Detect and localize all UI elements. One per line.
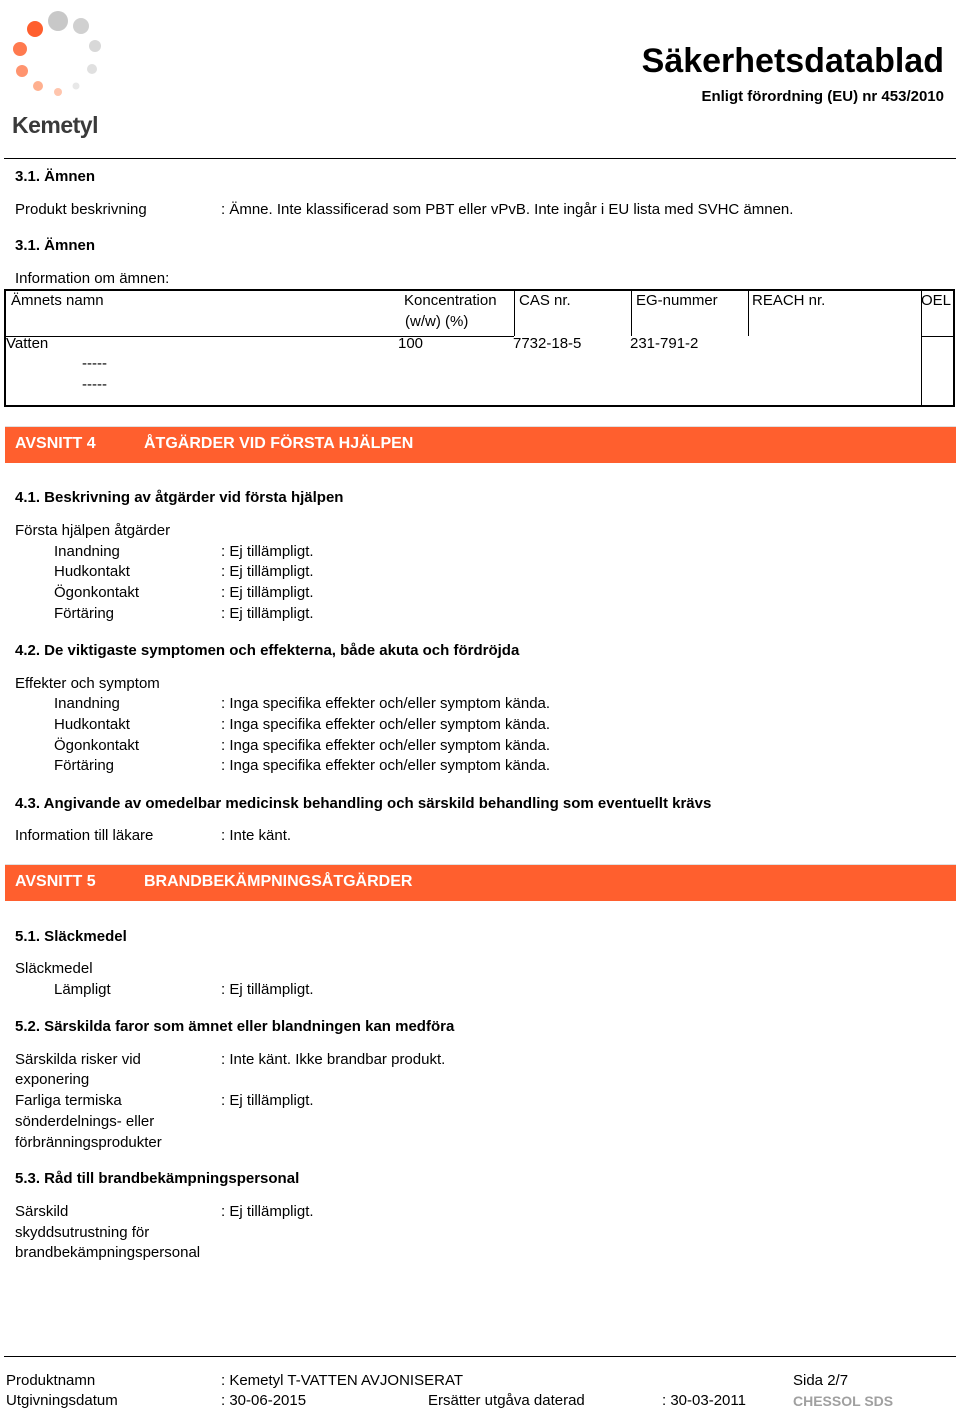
section-5-number: AVSNITT 5	[15, 873, 96, 890]
header-divider	[4, 158, 956, 159]
table-row-ec: 231-791-2	[630, 335, 699, 352]
section-4-3-heading: 4.3. Angivande av omedelbar medicinsk behandling och särskild behandling som eventuellt krävs	[15, 795, 712, 812]
first-aid-skin-label: Hudkontakt	[54, 563, 130, 580]
physician-info-value: : Inte känt.	[221, 827, 292, 844]
footer-product-label: Produktnamn	[6, 1372, 96, 1389]
footer-system-name: CHESSOL SDS	[793, 1393, 894, 1409]
special-risks-value: : Inte känt. Ikke brandbar produkt.	[221, 1051, 446, 1068]
section-4-2-heading: 4.2. De viktigaste symptomen och effekterna, både akuta och fördröjda	[15, 642, 520, 659]
extinguishing-group-label: Släckmedel	[15, 960, 93, 977]
footer-page-number: Sida 2/7	[793, 1372, 849, 1389]
symptoms-inhalation-value: : Inga specifika effekter och/eller symptom kända.	[221, 695, 551, 712]
table-header-oel: OEL	[921, 292, 952, 309]
table-row-dash-1: -----	[82, 355, 107, 372]
first-aid-group-label: Första hjälpen åtgärder	[15, 522, 171, 539]
product-description-label: Produkt beskrivning	[15, 201, 147, 218]
table-header-concentration: Koncentration	[404, 292, 497, 309]
section-5-title: BRANDBEKÄMPNINGSÅTGÄRDER	[144, 873, 413, 890]
first-aid-inhalation-label: Inandning	[54, 543, 120, 560]
symptoms-ingestion-value: : Inga specifika effekter och/eller symptom kända.	[221, 757, 551, 774]
footer-product-value: : Kemetyl T-VATTEN AVJONISERAT	[221, 1372, 463, 1389]
symptoms-eye-label: Ögonkontakt	[54, 737, 140, 754]
special-risks-label-line-1: Särskilda risker vid	[15, 1051, 141, 1068]
substance-info-label: Information om ämnen:	[15, 270, 170, 287]
first-aid-ingestion-value: : Ej tillämpligt.	[221, 605, 314, 622]
first-aid-ingestion-label: Förtäring	[54, 605, 115, 622]
footer-replaces-label: Ersätter utgåva daterad	[428, 1392, 585, 1409]
table-row-name: Vatten	[6, 335, 49, 352]
table-header-reach: REACH nr.	[752, 292, 826, 309]
section-4-1-heading: 4.1. Beskrivning av åtgärder vid första hjälpen	[15, 489, 344, 506]
footer-replaces-value: : 30-03-2011	[662, 1392, 746, 1409]
thermal-products-label-line-2: sönderdelnings- eller	[15, 1113, 155, 1130]
symptoms-ingestion-label: Förtäring	[54, 757, 115, 774]
document-subtitle: Enligt förordning (EU) nr 453/2010	[701, 88, 944, 105]
thermal-products-label-line-3: förbränningsprodukter	[15, 1134, 162, 1151]
extinguishing-suitable-label: Lämpligt	[54, 981, 111, 998]
table-row-dash-2: -----	[82, 376, 107, 393]
section-3-1-heading: 3.1. Ämnen	[15, 168, 96, 185]
kemetyl-logo-mark	[8, 6, 104, 106]
footer-date-value: : 30-06-2015	[221, 1392, 307, 1409]
section-4-banner	[5, 426, 956, 463]
table-header-cas: CAS nr.	[519, 292, 571, 309]
section-5-3-heading: 5.3. Råd till brandbekämpningspersonal	[15, 1170, 300, 1187]
symptoms-inhalation-label: Inandning	[54, 695, 120, 712]
product-description-value: : Ämne. Inte klassificerad som PBT eller vPvB. Inte ingår i EU lista med SVHC ämnen.	[221, 201, 794, 218]
section-5-banner	[5, 864, 956, 901]
section-5-2-heading: 5.2. Särskilda faror som ämnet eller blandningen kan medföra	[15, 1018, 455, 1035]
table-row-cas: 7732-18-5	[513, 335, 582, 352]
symptoms-skin-label: Hudkontakt	[54, 716, 130, 733]
table-header-name: Ämnets namn	[11, 292, 104, 309]
brand-name: Kemetyl	[12, 112, 98, 138]
footer-divider	[4, 1356, 956, 1357]
table-row-concentration: 100	[398, 335, 424, 352]
special-risks-label-line-2: exponering	[15, 1071, 90, 1088]
first-aid-eye-value: : Ej tillämpligt.	[221, 584, 314, 601]
first-aid-skin-value: : Ej tillämpligt.	[221, 563, 314, 580]
thermal-products-value: : Ej tillämpligt.	[221, 1092, 314, 1109]
protective-equipment-label-line-2: skyddsutrustning för	[15, 1224, 150, 1241]
thermal-products-label-line-1: Farliga termiska	[15, 1092, 122, 1109]
protective-equipment-label-line-3: brandbekämpningspersonal	[15, 1244, 201, 1261]
protective-equipment-value: : Ej tillämpligt.	[221, 1203, 314, 1220]
first-aid-eye-label: Ögonkontakt	[54, 584, 140, 601]
first-aid-inhalation-value: : Ej tillämpligt.	[221, 543, 314, 560]
footer-date-label: Utgivningsdatum	[6, 1392, 118, 1409]
physician-info-label: Information till läkare	[15, 827, 154, 844]
table-header-concentration-unit: (w/w) (%)	[405, 313, 469, 330]
table-header-ec: EG-nummer	[636, 292, 718, 309]
section-3-1-heading-2: 3.1. Ämnen	[15, 237, 96, 254]
symptoms-group-label: Effekter och symptom	[15, 675, 160, 692]
symptoms-skin-value: : Inga specifika effekter och/eller symptom kända.	[221, 716, 551, 733]
section-5-1-heading: 5.1. Släckmedel	[15, 928, 127, 945]
section-4-number: AVSNITT 4	[15, 435, 96, 452]
symptoms-eye-value: : Inga specifika effekter och/eller symptom kända.	[221, 737, 551, 754]
protective-equipment-label-line-1: Särskild	[15, 1203, 69, 1220]
document-title: Säkerhetsdatablad	[641, 42, 944, 80]
section-4-title: ÅTGÄRDER VID FÖRSTA HJÄLPEN	[144, 435, 414, 452]
extinguishing-suitable-value: : Ej tillämpligt.	[221, 981, 314, 998]
